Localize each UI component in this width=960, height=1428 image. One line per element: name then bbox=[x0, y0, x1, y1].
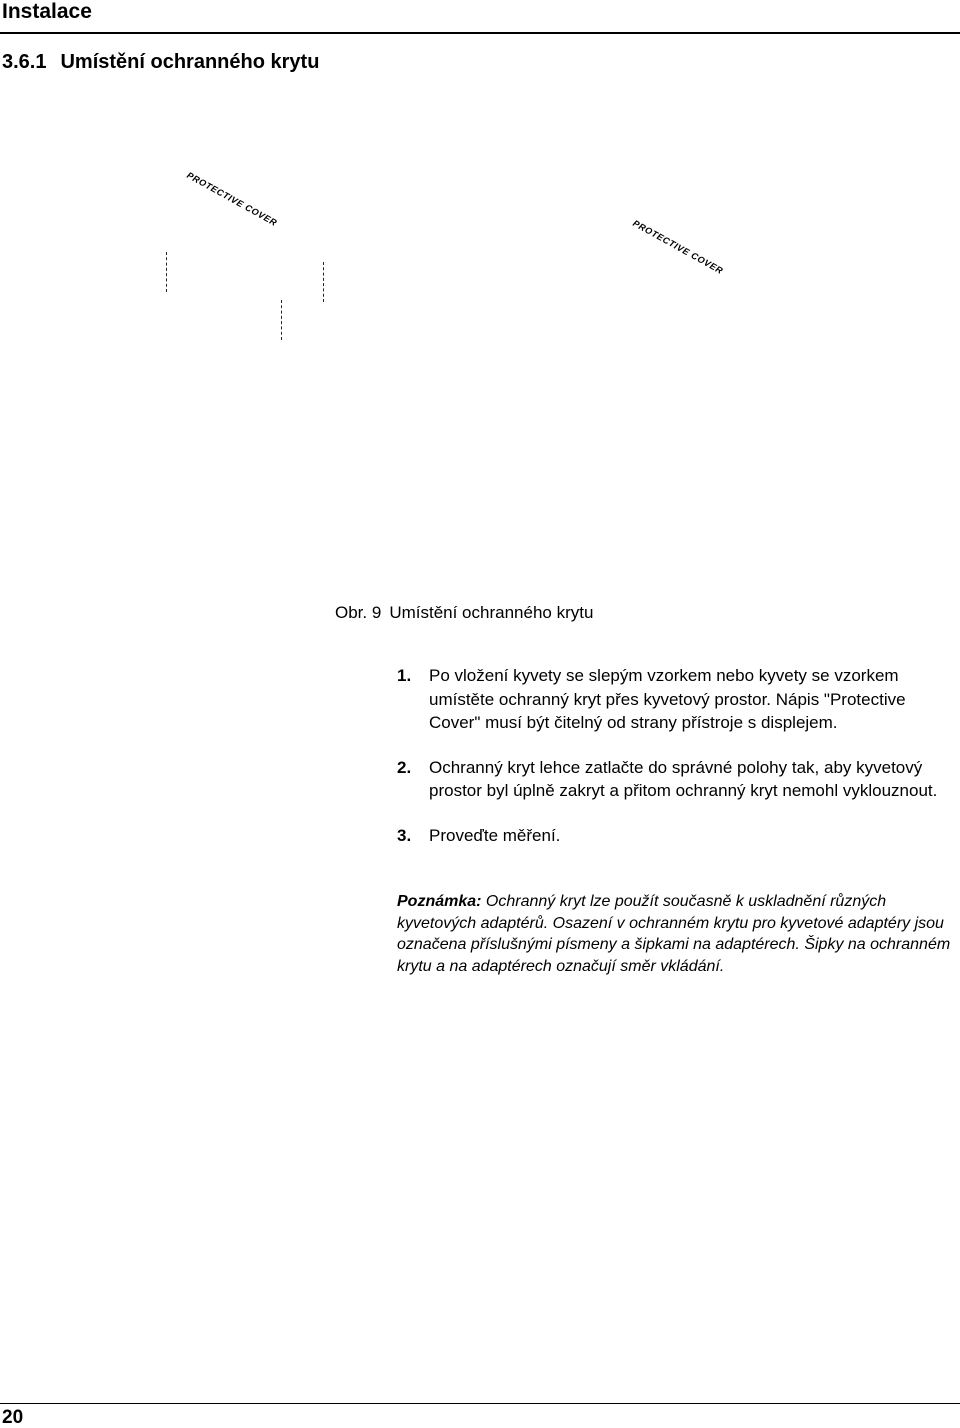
header-divider bbox=[0, 32, 960, 34]
step-item bbox=[397, 756, 942, 803]
step-text: Po vložení kyvety se slepým vzorkem nebo kyvety se vzorkem umístěte ochranný kryt přes kyvetový prostor. Nápis "Protective Cover" musí být čitelný od strany přístroje s displejem. bbox=[429, 666, 906, 732]
section-title: Umístění ochranného krytu bbox=[60, 51, 320, 73]
dashed-guide-line bbox=[166, 252, 167, 292]
step-text: Ochranný kryt lehce zatlačte do správné polohy tak, aby kyvetový prostor byl úplně zakryt a přitom ochranný kryt nemohl vyklouznout. bbox=[429, 757, 938, 800]
figure-caption-text: Umístění ochranného krytu bbox=[389, 603, 594, 622]
note-label: Poznámka: bbox=[397, 893, 482, 910]
page-number: 20 bbox=[2, 1407, 24, 1428]
step-number: 1. bbox=[397, 666, 412, 685]
section-number: 3.6.1 bbox=[2, 51, 47, 73]
protective-cover-label-left: PROTECTIVE COVER bbox=[185, 170, 279, 229]
dashed-guide-line bbox=[281, 300, 282, 340]
page-header-title: Instalace bbox=[2, 0, 92, 23]
figure-caption bbox=[335, 602, 593, 624]
figure-illustration bbox=[0, 140, 960, 580]
section-heading bbox=[2, 50, 319, 74]
instruction-steps bbox=[397, 664, 942, 868]
dashed-guide-line bbox=[323, 262, 324, 302]
protective-cover-label-right: PROTECTIVE COVER bbox=[631, 218, 725, 277]
note-paragraph bbox=[397, 891, 952, 977]
step-text: Proveďte měření. bbox=[429, 825, 561, 845]
step-item bbox=[397, 664, 942, 735]
step-number: 2. bbox=[397, 757, 412, 777]
note-text: Ochranný kryt lze použít současně k uskladnění různých kyvetových adaptérů. Osazení v ochranném krytu pro kyvetové adaptéry jsou označena příslušnými písmeny a šipkami na adaptérech. Šipky na ochranném krytu a na adaptérech označují směr vkládání. bbox=[397, 893, 951, 975]
figure-caption-label: Obr. 9 bbox=[335, 603, 382, 622]
step-item bbox=[397, 824, 942, 848]
footer-divider bbox=[0, 1403, 960, 1404]
step-number: 3. bbox=[397, 825, 412, 845]
